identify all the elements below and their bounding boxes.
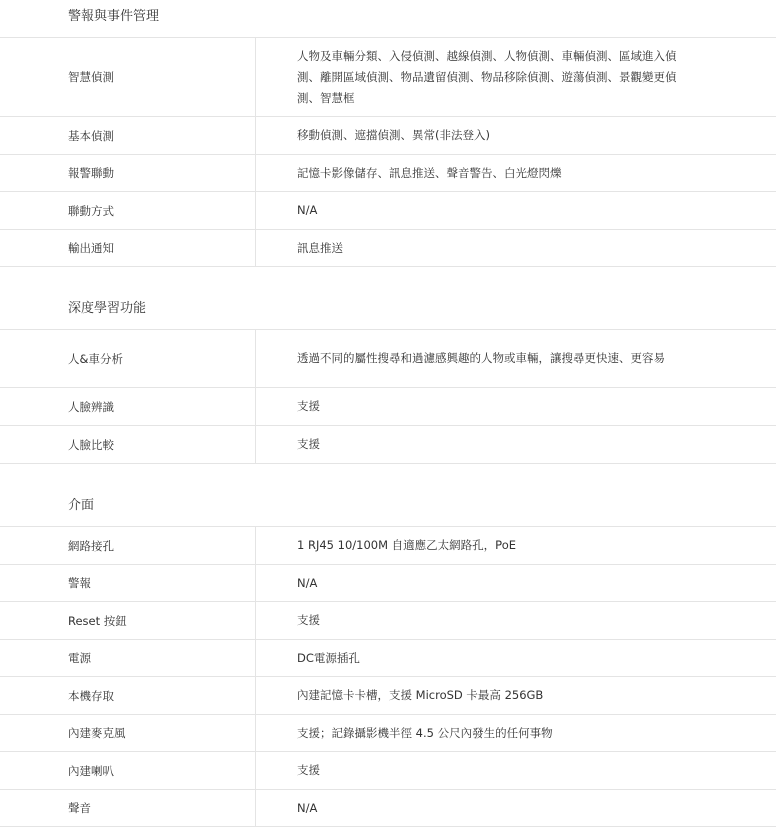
row-label: Reset 按鈕: [0, 602, 256, 639]
row-label: 人&車分析: [0, 330, 256, 387]
table-row: [0, 527, 776, 565]
row-label: 內建喇叭: [0, 752, 256, 789]
table-row: [0, 117, 776, 155]
table-row: [0, 426, 776, 464]
row-value: 支援: [297, 437, 320, 451]
row-value: 訊息推送: [297, 240, 343, 255]
table-row: [0, 330, 776, 388]
table-row: [0, 388, 776, 426]
row-label: 電源: [0, 640, 256, 676]
table-row: [0, 155, 776, 192]
row-label: 網路接孔: [0, 527, 256, 564]
table-row: [0, 640, 776, 677]
table-row: [0, 602, 776, 640]
row-label: 警報: [0, 565, 256, 601]
row-value: 內建記憶卡卡槽，支援 MicroSD 卡最高 256GB: [297, 688, 544, 702]
row-value: 支援；記錄攝影機半徑 4.5 公尺內發生的任何事物: [297, 725, 553, 740]
section-title-deep-learning: 深度學習功能: [68, 301, 147, 316]
spec-table-alarm: [0, 37, 776, 267]
table-row: [0, 38, 776, 117]
row-label: 本機存取: [0, 677, 256, 714]
table-row: [0, 230, 776, 267]
row-value: N/A: [297, 800, 318, 815]
table-row: [0, 790, 776, 827]
row-label: 人臉比較: [0, 426, 256, 463]
row-value: 支援: [297, 763, 320, 777]
spec-table-deep-learning: [0, 329, 776, 464]
section-title-alarm: 警報與事件管理: [68, 9, 160, 24]
row-label: 聯動方式: [0, 192, 256, 229]
table-row: [0, 192, 776, 230]
row-value: N/A: [297, 575, 318, 590]
row-label: 人臉辨識: [0, 388, 256, 425]
table-row: [0, 565, 776, 602]
row-value: 1 RJ45 10/100M 自適應乙太網路孔，PoE: [297, 538, 517, 552]
table-row: [0, 677, 776, 715]
row-value: 記憶卡影像儲存、訊息推送、聲音警告、白光燈閃爍: [297, 165, 562, 180]
row-value: 支援: [297, 399, 320, 413]
row-label: 輸出通知: [0, 230, 256, 266]
row-value: 透過不同的屬性搜尋和過濾感興趣的人物或車輛，讓搜尋更快速、更容易: [297, 351, 665, 365]
row-value: N/A: [297, 203, 318, 217]
section-title-interface: 介面: [68, 498, 95, 513]
row-label: 報警聯動: [0, 155, 256, 191]
row-label: 智慧偵測: [0, 38, 256, 116]
table-row: [0, 752, 776, 790]
spec-table-interface: [0, 526, 776, 827]
row-value: DC電源插孔: [297, 650, 360, 665]
row-value: 移動偵測、遮擋偵測、異常(非法登入): [297, 128, 490, 142]
row-value: 支援: [297, 613, 320, 627]
row-value: 人物及車輛分類、入侵偵測、越線偵測、人物偵測、車輛偵測、區域進入偵測、離開區域偵測、物品遺留偵測、物品移除偵測、遊蕩偵測、景觀變更偵測、智慧框: [297, 48, 677, 105]
row-label: 基本偵測: [0, 117, 256, 154]
table-row: [0, 715, 776, 752]
row-label: 聲音: [0, 790, 256, 826]
row-label: 內建麥克風: [0, 715, 256, 751]
